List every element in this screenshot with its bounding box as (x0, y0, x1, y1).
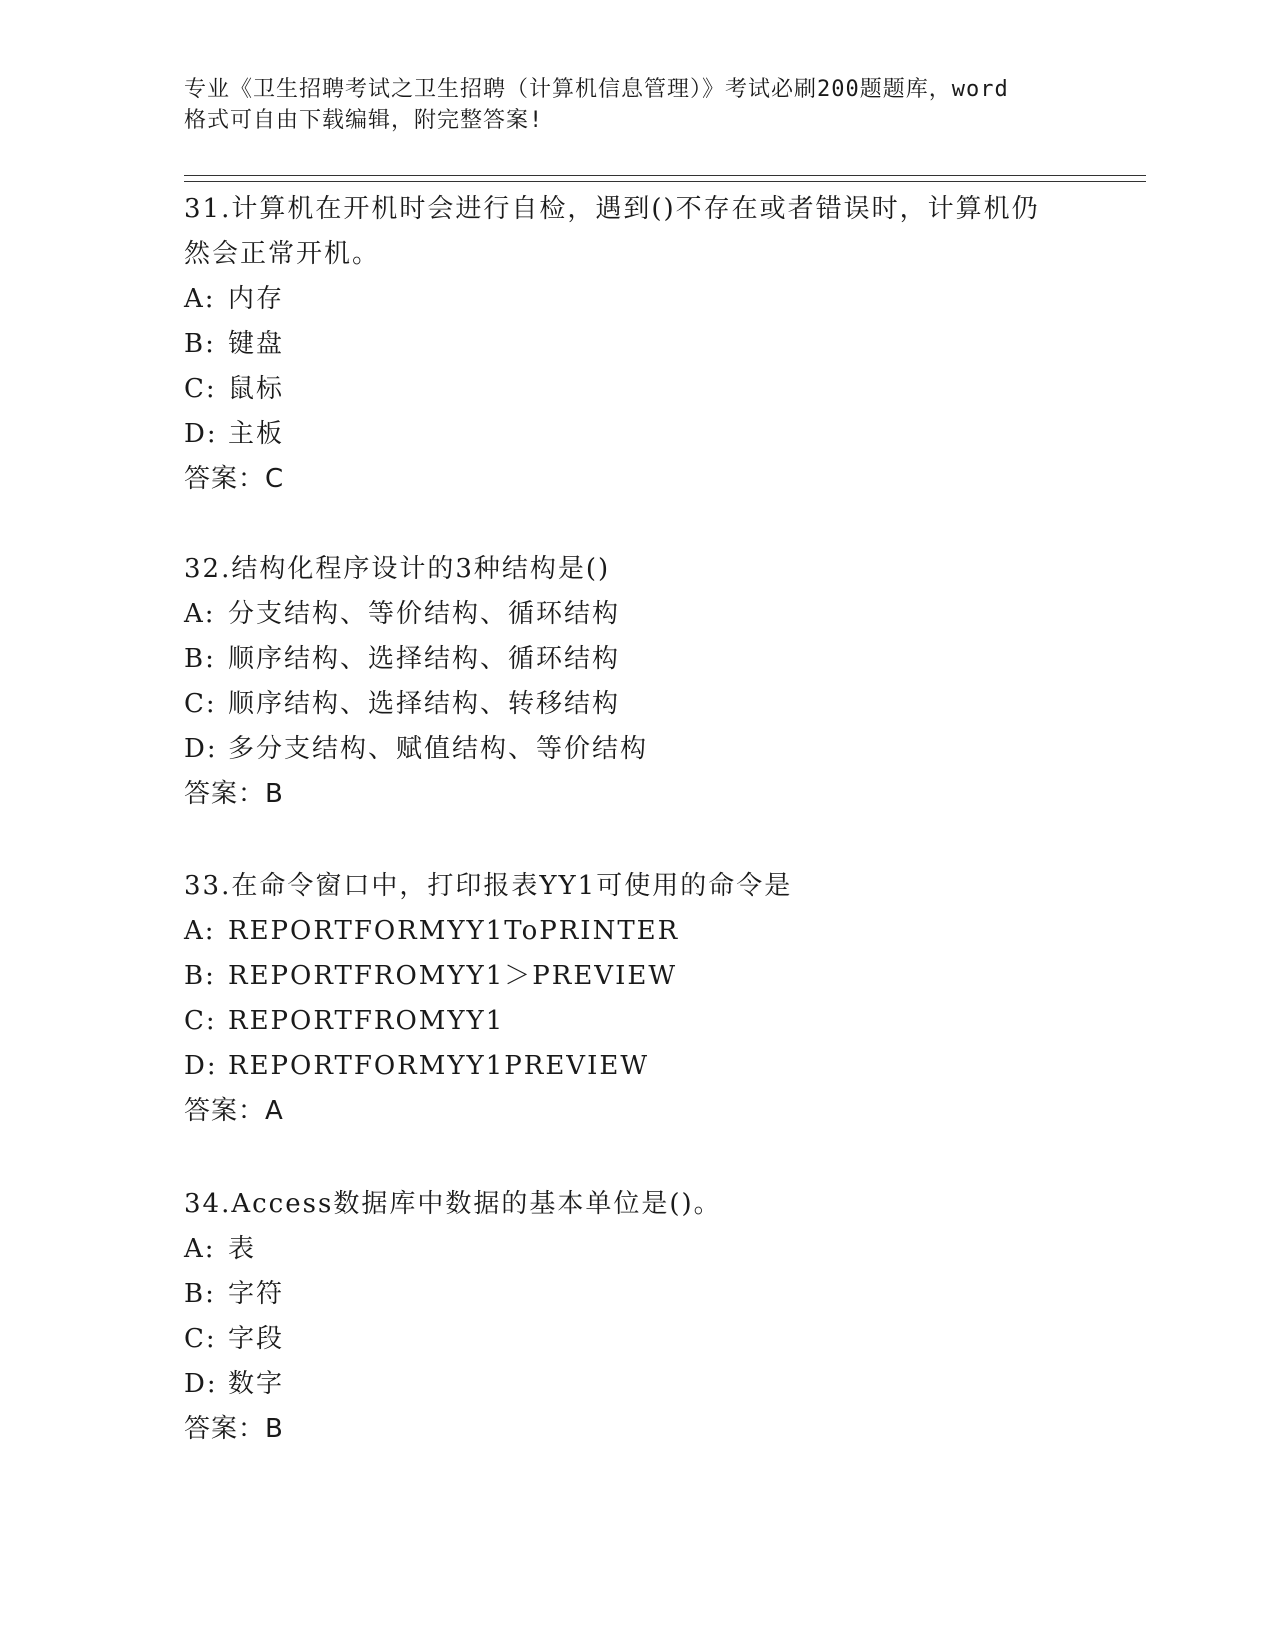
option-key: D: (184, 1369, 218, 1399)
question-stem: 31.计算机在开机时会进行自检，遇到()不存在或者错误时，计算机仍 (184, 194, 1040, 224)
option-key: B: (184, 329, 216, 359)
question-32 (184, 547, 1084, 817)
option-text: 主板 (228, 419, 285, 449)
option-d (184, 1362, 1084, 1407)
question-stem: 32.结构化程序设计的3种结构是() (184, 554, 611, 584)
option-c (184, 999, 1084, 1044)
option-text: 鼠标 (228, 374, 285, 404)
option-c (184, 367, 1084, 412)
option-text: REPORTFORMYY1PREVIEW (228, 1051, 650, 1081)
question-31 (184, 187, 1084, 502)
option-key: D: (184, 734, 218, 764)
header-line-1: 专业《卫生招聘考试之卫生招聘（计算机信息管理）》考试必刷200题题库，word (184, 77, 1009, 102)
option-text: 顺序结构、选择结构、循环结构 (228, 644, 621, 674)
question-33 (184, 864, 1084, 1134)
option-key: A: (184, 1234, 216, 1264)
option-text: 字符 (228, 1279, 285, 1309)
option-key: C: (184, 374, 217, 404)
answer-line: 答案：B (184, 779, 284, 809)
answer-line: 答案：B (184, 1414, 284, 1444)
header-divider-top (184, 175, 1146, 176)
option-b (184, 954, 1084, 999)
answer-line: 答案：C (184, 464, 285, 494)
option-text: REPORTFORMYY1ToPRINTER (228, 916, 680, 946)
option-d (184, 727, 1084, 772)
option-key: C: (184, 1324, 217, 1354)
option-key: D: (184, 1051, 218, 1081)
option-text: 键盘 (228, 329, 285, 359)
option-a (184, 909, 1084, 954)
option-text: 数字 (228, 1369, 285, 1399)
option-key: A: (184, 599, 216, 629)
option-c (184, 1317, 1084, 1362)
document-header (184, 74, 1084, 136)
option-key: C: (184, 689, 217, 719)
question-34 (184, 1182, 1084, 1452)
header-divider-bottom (184, 181, 1146, 182)
option-text: 分支结构、等价结构、循环结构 (228, 599, 621, 629)
option-a (184, 592, 1084, 637)
option-text: 字段 (228, 1324, 285, 1354)
option-key: A: (184, 916, 216, 946)
option-key: B: (184, 1279, 216, 1309)
header-line-2: 格式可自由下载编辑，附完整答案! (184, 108, 544, 133)
option-a (184, 1227, 1084, 1272)
option-d (184, 412, 1084, 457)
option-text: REPORTFROMYY1 (228, 1006, 505, 1036)
question-stem: 34.Access数据库中数据的基本单位是()。 (184, 1189, 722, 1219)
option-b (184, 322, 1084, 367)
option-key: A: (184, 284, 216, 314)
option-d (184, 1044, 1084, 1089)
option-key: B: (184, 644, 216, 674)
question-stem: 然会正常开机。 (184, 239, 381, 269)
option-text: 多分支结构、赋值结构、等价结构 (228, 734, 649, 764)
option-text: REPORTFROMYY1＞PREVIEW (228, 961, 678, 991)
option-text: 顺序结构、选择结构、转移结构 (228, 689, 621, 719)
option-key: D: (184, 419, 218, 449)
option-key: C: (184, 1006, 217, 1036)
option-c (184, 682, 1084, 727)
option-key: B: (184, 961, 216, 991)
option-text: 内存 (228, 284, 285, 314)
option-text: 表 (228, 1234, 257, 1264)
option-b (184, 1272, 1084, 1317)
question-stem: 33.在命令窗口中，打印报表YY1可使用的命令是 (184, 871, 793, 901)
answer-line: 答案：A (184, 1096, 284, 1126)
option-a (184, 277, 1084, 322)
option-b (184, 637, 1084, 682)
